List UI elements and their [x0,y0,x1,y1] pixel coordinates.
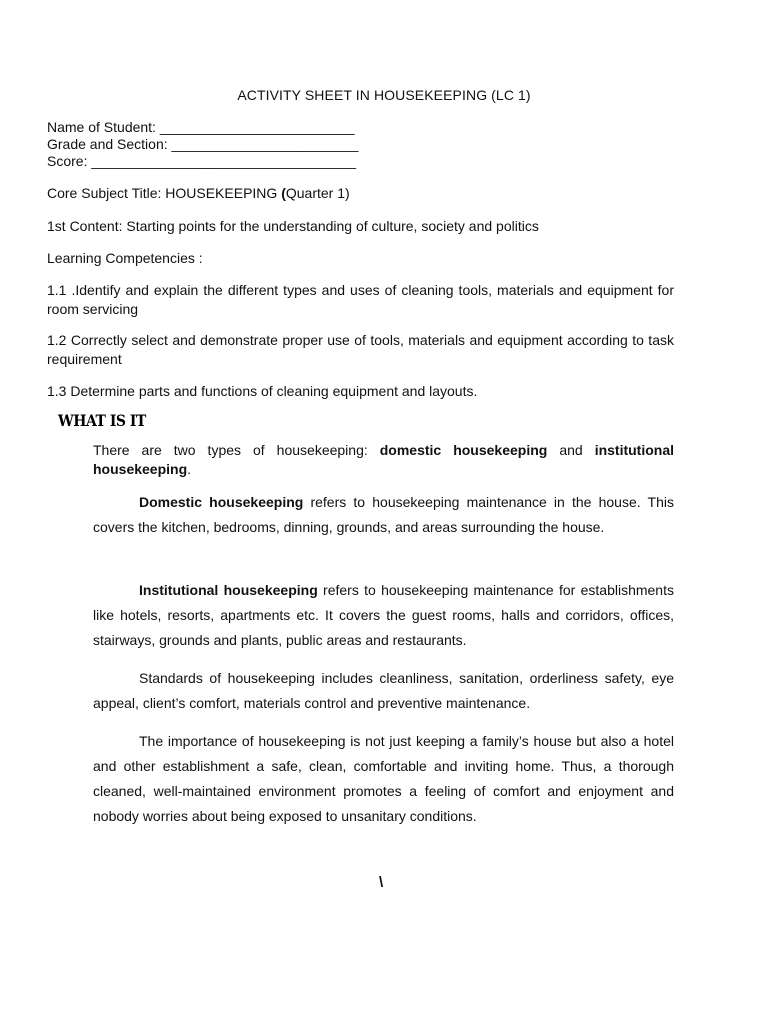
student-name-line [47,119,355,136]
importance-paragraph [93,729,674,829]
domestic-term: Domestic housekeeping [139,494,304,510]
intro-term-domestic: domestic housekeeping [379,442,548,458]
first-content-line: 1st Content: Starting points for the understanding of culture, society and politics [47,218,539,234]
intro-term-institutional: institutional housekeeping [93,442,675,477]
core-subject-line [47,185,350,202]
competency-item: 1.2 Correctly select and demonstrate proper use of tools, materials and equipment according to task requirement [47,332,674,367]
institutional-paragraph [93,578,674,653]
importance-text: The importance of housekeeping is not just keeping a family’s house but also a hotel and other establishment a safe, clean, comfortable and inviting home. Thus, a thorough cleaned, well-maintained environment promotes a feeling of comfort and enjoyment and nobody worries about being exposed to unsanitary conditions. [93,733,674,824]
domestic-paragraph [93,490,674,540]
score-line [47,153,356,170]
footer-mark: \ [379,874,384,891]
what-is-it-heading: WHAT IS IT [58,412,146,431]
student-name-blank: _________________________ [159,119,355,135]
core-subject-label: Core Subject Title: HOUSEKEEPING [47,185,282,201]
institutional-text: refers to housekeeping maintenance for establishments like hotels, resorts, apartments etc. It covers the guest rooms, halls and corridors, offices, stairways, grounds and plants, public areas and restaurants. [93,582,674,648]
intro-post: . [187,461,192,477]
competency-item: 1.1 .Identify and explain the different types and uses of cleaning tools, materials and equipment for room servicing [47,282,674,317]
grade-section-line [47,136,358,153]
learning-competencies-heading: Learning Competencies : [47,250,203,266]
score-label: Score: [47,153,88,169]
intro-pre: There are two types of housekeeping: [93,442,380,458]
standards-paragraph [93,666,674,716]
core-subject-quarter: Quarter 1) [285,185,350,201]
competency-item: 1.3 Determine parts and functions of cleaning equipment and layouts. [47,383,478,399]
domestic-text: refers to housekeeping maintenance in the house. This covers the kitchen, bedrooms, dinning, grounds, and areas surrounding the house. [93,494,674,535]
intro-paragraph [93,441,674,479]
score-blank: __________________________________ [91,153,357,169]
grade-section-blank: ________________________ [171,136,359,152]
intro-mid: and [547,442,595,458]
document-title: ACTIVITY SHEET IN HOUSEKEEPING (LC 1) [237,87,531,103]
student-name-label: Name of Student: [47,119,156,135]
grade-section-label: Grade and Section: [47,136,168,152]
standards-text: Standards of housekeeping includes cleanliness, sanitation, orderliness safety, eye appeal, client’s comfort, materials control and preventive maintenance. [93,670,674,711]
core-subject-paren: ( [281,185,286,201]
institutional-term: Institutional housekeeping [139,582,318,598]
